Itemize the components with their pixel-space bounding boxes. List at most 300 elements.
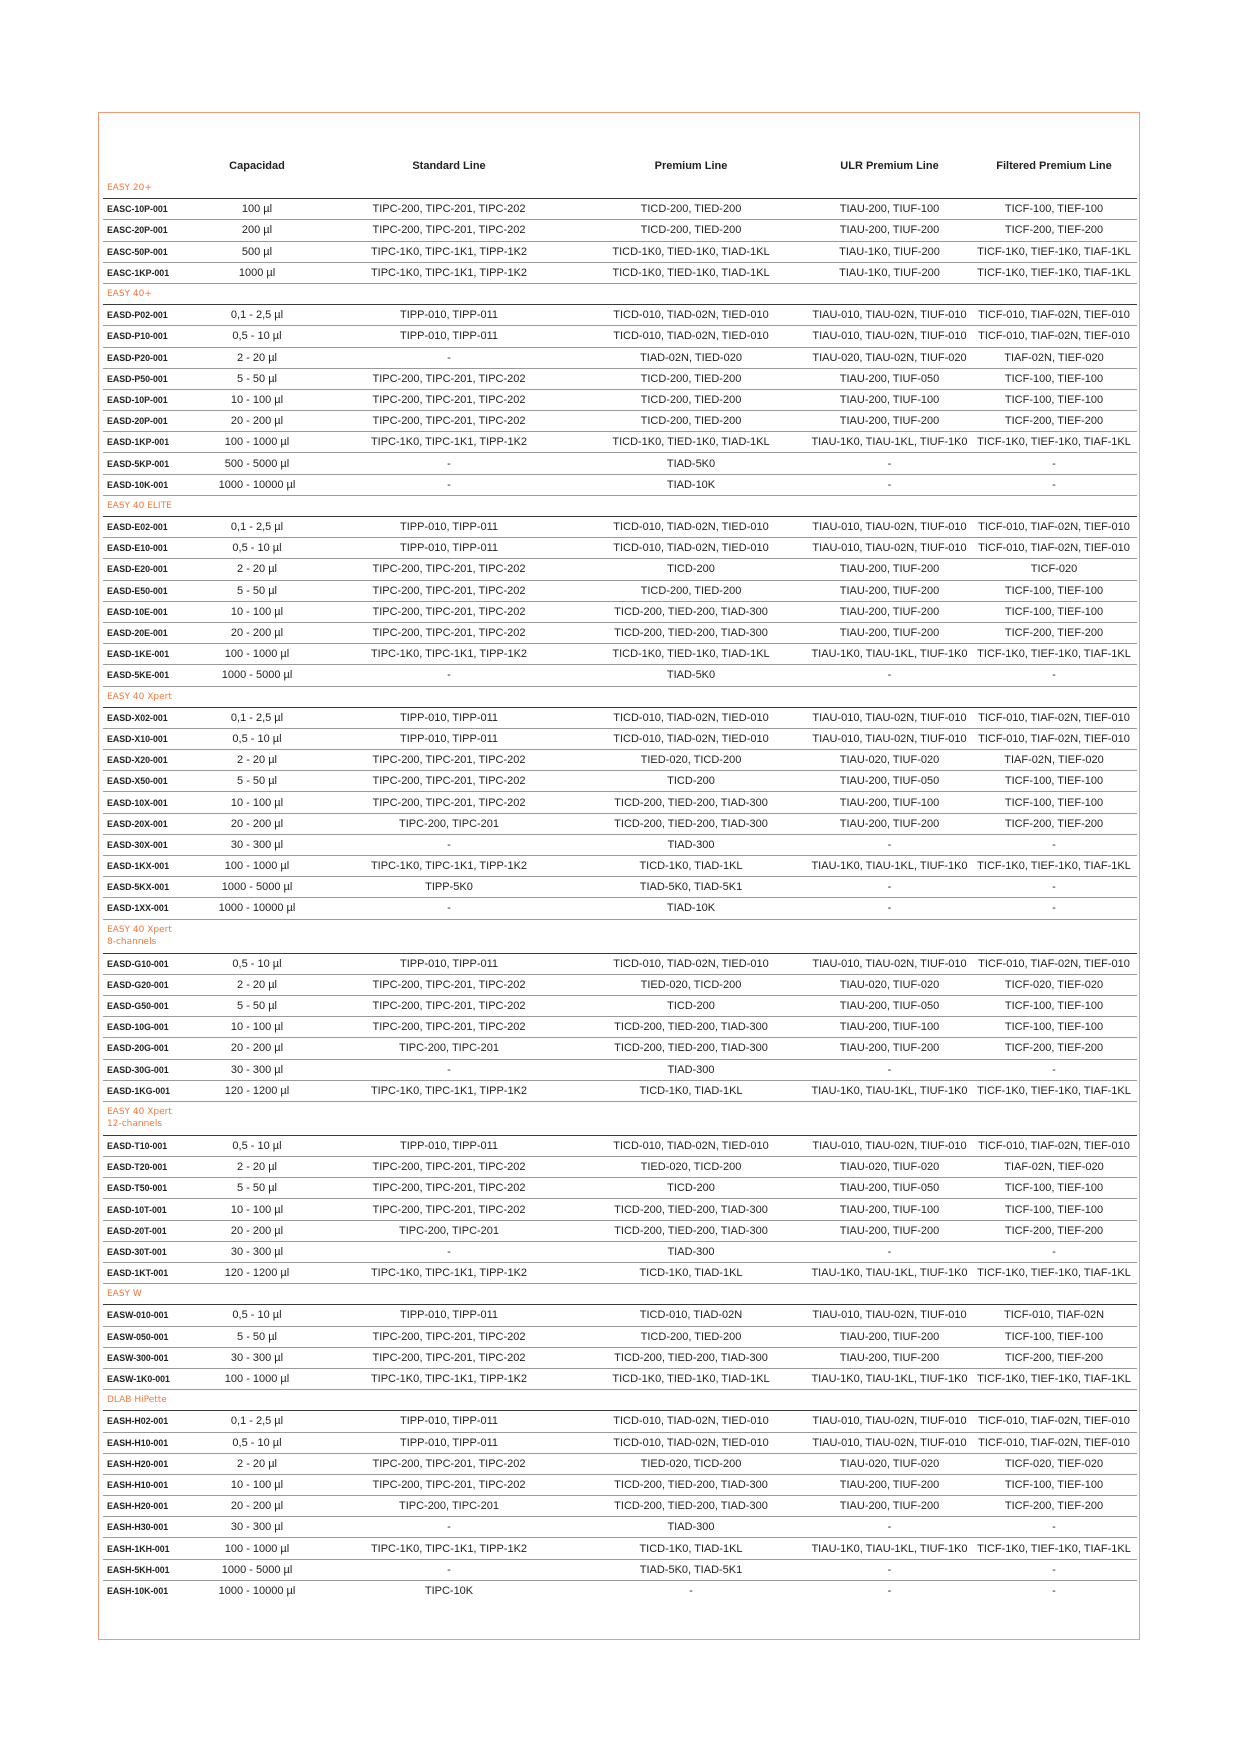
- product-code-cell: EASD-5KP-001: [107, 458, 170, 469]
- table-row: [103, 1517, 1137, 1538]
- premium-line-cell: TICD-1K0, TIED-1K0, TIAD-1KL: [612, 648, 770, 661]
- filtered-premium-line-cell: TICF-010, TIAF-02N, TIEF-010: [978, 711, 1130, 724]
- premium-line-cell: TICD-1K0, TIED-1K0, TIAD-1KL: [612, 266, 770, 279]
- filtered-premium-line-cell: TICF-010, TIAF-02N, TIEF-010: [978, 732, 1130, 745]
- ulr-premium-line-cell: TIAU-200, TIUF-050: [839, 775, 940, 788]
- ulr-premium-line-cell: TIAU-010, TIAU-02N, TIUF-010: [812, 1436, 967, 1449]
- table-row: [103, 814, 1137, 835]
- table-row: [103, 348, 1137, 369]
- premium-line-cell: TICD-200, TIED-200, TIAD-300: [614, 1203, 768, 1216]
- premium-line-cell: TICD-010, TIAD-02N, TIED-010: [613, 732, 769, 745]
- table-row: [103, 898, 1137, 919]
- filtered-premium-line-cell: TICF-010, TIAF-02N: [1003, 1309, 1105, 1322]
- capacity-cell: 30 - 300 µl: [230, 1351, 284, 1364]
- ulr-premium-line-cell: TIAU-200, TIUF-200: [839, 584, 940, 597]
- product-code-cell: EASD-T20-001: [107, 1162, 168, 1173]
- table-row: [103, 220, 1137, 241]
- standard-line-cell: -: [447, 1521, 451, 1534]
- standard-line-cell: TIPP-010, TIPP-011: [399, 1436, 499, 1449]
- capacity-cell: 2 - 20 µl: [237, 754, 277, 767]
- filtered-premium-line-header: Filtered Premium Line: [996, 160, 1112, 172]
- table-row: [103, 996, 1137, 1017]
- product-code-cell: EASW-300-001: [107, 1352, 169, 1363]
- standard-line-cell: TIPP-010, TIPP-011: [399, 957, 499, 970]
- product-code-cell: EASD-20T-001: [107, 1225, 167, 1236]
- capacity-cell: 100 - 1000 µl: [224, 1373, 290, 1386]
- table-row: [103, 1060, 1137, 1081]
- capacity-cell: 0,5 - 10 µl: [232, 1309, 282, 1322]
- standard-line-cell: TIPP-010, TIPP-011: [399, 1139, 499, 1152]
- filtered-premium-line-cell: TICF-1K0, TIEF-1K0, TIAF-1KL: [977, 1373, 1131, 1386]
- standard-line-cell: TIPC-200, TIPC-201: [398, 817, 500, 830]
- table-row: [103, 729, 1137, 750]
- standard-line-cell: -: [447, 902, 451, 915]
- premium-line-cell: TICD-1K0, TIED-1K0, TIAD-1KL: [612, 1373, 770, 1386]
- table-row: [103, 1263, 1137, 1284]
- group-header: [103, 496, 1137, 517]
- capacity-cell: 1000 - 10000 µl: [218, 478, 296, 491]
- ulr-premium-line-cell: TIAU-200, TIUF-200: [839, 627, 940, 640]
- ulr-premium-line-cell: TIAU-010, TIAU-02N, TIUF-010: [812, 309, 967, 322]
- standard-line-cell: TIPC-200, TIPC-201, TIPC-202: [372, 978, 526, 991]
- standard-line-cell: TIPC-200, TIPC-201: [398, 1500, 500, 1513]
- filtered-premium-line-cell: TICF-200, TIEF-200: [1004, 627, 1104, 640]
- capacity-cell: 100 - 1000 µl: [224, 1542, 290, 1555]
- product-code-cell: EASD-1KG-001: [107, 1085, 171, 1096]
- filtered-premium-line-cell: TICF-200, TIEF-200: [1004, 415, 1104, 428]
- premium-line-cell: TICD-200, TIED-200, TIAD-300: [614, 1351, 768, 1364]
- group-label: EASY 40 Xpert: [107, 691, 172, 702]
- capacity-cell: 0,1 - 2,5 µl: [230, 309, 284, 322]
- filtered-premium-line-cell: -: [1052, 1521, 1056, 1534]
- ulr-premium-line-cell: TIAU-200, TIUF-200: [839, 1330, 940, 1343]
- product-code-cell: EASD-20X-001: [107, 818, 168, 829]
- table-row: [103, 1454, 1137, 1475]
- table-row: [103, 199, 1137, 220]
- filtered-premium-line-cell: TICF-1K0, TIEF-1K0, TIAF-1KL: [977, 860, 1131, 873]
- premium-line-cell: TIAD-10K: [666, 478, 716, 491]
- table-row: [103, 708, 1137, 729]
- capacity-cell: 2 - 20 µl: [237, 1161, 277, 1174]
- table-row: [103, 954, 1137, 975]
- product-code-cell: EASD-10K-001: [107, 479, 169, 490]
- premium-line-cell: TICD-010, TIAD-02N, TIED-010: [613, 330, 769, 343]
- premium-line-cell: TICD-1K0, TIAD-1KL: [639, 1084, 743, 1097]
- product-code-cell: EASD-30X-001: [107, 839, 168, 850]
- standard-line-cell: TIPC-200, TIPC-201, TIPC-202: [372, 754, 526, 767]
- premium-line-cell: TICD-010, TIAD-02N, TIED-010: [613, 957, 769, 970]
- premium-line-cell: -: [689, 1585, 693, 1598]
- filtered-premium-line-cell: TICF-100, TIEF-100: [1004, 584, 1104, 597]
- table-row: [103, 1496, 1137, 1517]
- standard-line-cell: TIPC-1K0, TIPC-1K1, TIPP-1K2: [370, 1542, 528, 1555]
- capacity-cell: 100 - 1000 µl: [224, 860, 290, 873]
- ulr-premium-line-cell: TIAU-010, TIAU-02N, TIUF-010: [812, 1139, 967, 1152]
- standard-line-cell: TIPC-200, TIPC-201, TIPC-202: [372, 1478, 526, 1491]
- standard-line-cell: TIPP-010, TIPP-011: [399, 711, 499, 724]
- ulr-premium-line-cell: TIAU-010, TIAU-02N, TIUF-010: [812, 957, 967, 970]
- filtered-premium-line-cell: TIAF-02N, TIEF-020: [1004, 351, 1104, 364]
- capacity-cell: 10 - 100 µl: [230, 796, 284, 809]
- standard-line-cell: TIPC-200, TIPC-201, TIPC-202: [372, 796, 526, 809]
- capacity-cell: 10 - 100 µl: [230, 1021, 284, 1034]
- table-row: [103, 1038, 1137, 1059]
- capacity-cell: 1000 - 10000 µl: [218, 1585, 296, 1598]
- filtered-premium-line-cell: TICF-100, TIEF-100: [1004, 1182, 1104, 1195]
- premium-line-header: Premium Line: [654, 160, 728, 172]
- capacity-cell: 1000 µl: [238, 266, 276, 279]
- product-code-cell: EASC-20P-001: [107, 225, 168, 236]
- product-code-cell: EASD-10X-001: [107, 797, 168, 808]
- standard-line-cell: TIPC-1K0, TIPC-1K1, TIPP-1K2: [370, 245, 528, 258]
- ulr-premium-line-cell: TIAU-200, TIUF-200: [839, 1224, 940, 1237]
- standard-line-cell: -: [447, 351, 451, 364]
- premium-line-cell: TIED-020, TICD-200: [640, 754, 742, 767]
- standard-line-header: Standard Line: [412, 160, 486, 172]
- premium-line-cell: TICD-010, TIAD-02N, TIED-010: [613, 309, 769, 322]
- standard-line-cell: TIPC-1K0, TIPC-1K1, TIPP-1K2: [370, 648, 528, 661]
- ulr-premium-line-cell: TIAU-200, TIUF-100: [839, 1203, 940, 1216]
- ulr-premium-line-cell: TIAU-200, TIUF-100: [839, 393, 940, 406]
- standard-line-cell: TIPC-200, TIPC-201, TIPC-202: [372, 415, 526, 428]
- product-code-cell: EASD-5KX-001: [107, 882, 170, 893]
- capacity-cell: 2 - 20 µl: [237, 1457, 277, 1470]
- premium-line-cell: TIED-020, TICD-200: [640, 1161, 742, 1174]
- standard-line-cell: TIPP-5K0: [425, 881, 473, 894]
- table-row: [103, 1017, 1137, 1038]
- ulr-premium-line-cell: TIAU-200, TIUF-050: [839, 1182, 940, 1195]
- standard-line-cell: TIPC-200, TIPC-201, TIPC-202: [372, 372, 526, 385]
- product-code-cell: EASW-010-001: [107, 1310, 169, 1321]
- product-code-cell: EASD-1KT-001: [107, 1268, 169, 1279]
- capacity-cell: 30 - 300 µl: [230, 1521, 284, 1534]
- capacity-cell: 1000 - 5000 µl: [221, 881, 293, 894]
- ulr-premium-line-cell: TIAU-1K0, TIUF-200: [839, 266, 940, 279]
- filtered-premium-line-cell: TIAF-02N, TIEF-020: [1004, 1161, 1104, 1174]
- capacity-cell: 120 - 1200 µl: [224, 1267, 290, 1280]
- capacity-cell: 30 - 300 µl: [230, 1245, 284, 1258]
- standard-line-cell: TIPC-1K0, TIPC-1K1, TIPP-1K2: [370, 436, 528, 449]
- standard-line-cell: -: [447, 1063, 451, 1076]
- filtered-premium-line-cell: TICF-200, TIEF-200: [1004, 817, 1104, 830]
- table-row: [103, 369, 1137, 390]
- table-row: [103, 623, 1137, 644]
- product-code-cell: EASD-1XX-001: [107, 903, 169, 914]
- ulr-premium-line-cell: -: [887, 1521, 892, 1534]
- ulr-premium-line-cell: TIAU-010, TIAU-02N, TIUF-010: [812, 330, 967, 343]
- product-code-cell: EASH-H10-001: [107, 1479, 169, 1490]
- product-code-cell: EASD-E10-001: [107, 543, 168, 554]
- premium-line-cell: TICD-200, TIED-200: [640, 372, 742, 385]
- premium-line-cell: TIAD-5K0, TIAD-5K1: [639, 881, 743, 894]
- ulr-premium-line-cell: TIAU-010, TIAU-02N, TIUF-010: [812, 521, 967, 534]
- table-row: [103, 326, 1137, 347]
- product-code-cell: EASD-X50-001: [107, 776, 168, 787]
- capacity-cell: 100 - 1000 µl: [224, 436, 290, 449]
- premium-line-cell: TICD-010, TIAD-02N, TIED-010: [613, 1415, 769, 1428]
- standard-line-cell: TIPP-010, TIPP-011: [399, 732, 499, 745]
- group-label: EASY 40 Xpert: [107, 1107, 172, 1118]
- ulr-premium-line-cell: TIAU-020, TIUF-020: [839, 1161, 940, 1174]
- filtered-premium-line-cell: -: [1052, 1245, 1056, 1258]
- filtered-premium-line-cell: TICF-010, TIAF-02N, TIEF-010: [978, 1139, 1130, 1152]
- filtered-premium-line-cell: TICF-020: [1030, 563, 1078, 576]
- product-code-cell: EASD-10E-001: [107, 606, 168, 617]
- ulr-premium-line-cell: TIAU-1K0, TIAU-1KL, TIUF-1K0: [811, 1084, 968, 1097]
- product-code-cell: EASH-H20-001: [107, 1501, 169, 1512]
- filtered-premium-line-cell: TICF-200, TIEF-200: [1004, 1500, 1104, 1513]
- premium-line-cell: TICD-200, TIED-200, TIAD-300: [614, 817, 768, 830]
- premium-line-cell: TICD-200, TIED-200: [640, 203, 742, 216]
- product-code-cell: EASH-H30-001: [107, 1522, 169, 1533]
- capacity-cell: 5 - 50 µl: [237, 1182, 277, 1195]
- table-row: [103, 856, 1137, 877]
- premium-line-cell: TICD-200, TIED-200, TIAD-300: [614, 627, 768, 640]
- filtered-premium-line-cell: -: [1052, 669, 1056, 682]
- premium-line-cell: TICD-010, TIAD-02N, TIED-010: [613, 711, 769, 724]
- product-code-cell: EASD-1KX-001: [107, 861, 170, 872]
- product-code-cell: EASD-P10-001: [107, 331, 168, 342]
- premium-line-cell: TICD-200: [667, 1000, 715, 1013]
- capacity-cell: 500 µl: [241, 245, 273, 258]
- premium-line-cell: TICD-010, TIAD-02N, TIED-010: [613, 1436, 769, 1449]
- filtered-premium-line-cell: TICF-100, TIEF-100: [1004, 393, 1104, 406]
- group-label: 12-channels: [107, 1119, 163, 1130]
- capacity-cell: 2 - 20 µl: [237, 978, 277, 991]
- capacity-header: Capacidad: [229, 160, 285, 172]
- product-code-cell: EASD-X02-001: [107, 712, 168, 723]
- product-code-cell: EASD-G20-001: [107, 979, 169, 990]
- product-code-cell: EASD-1KE-001: [107, 649, 170, 660]
- group-header: [103, 178, 1137, 199]
- capacity-cell: 10 - 100 µl: [230, 393, 284, 406]
- table-row: [103, 1305, 1137, 1326]
- standard-line-cell: TIPC-1K0, TIPC-1K1, TIPP-1K2: [370, 1373, 528, 1386]
- ulr-premium-line-cell: -: [887, 1585, 892, 1598]
- table-row: [103, 517, 1137, 538]
- ulr-premium-line-cell: TIAU-200, TIUF-100: [839, 1021, 940, 1034]
- premium-line-cell: TICD-010, TIAD-02N, TIED-010: [613, 521, 769, 534]
- standard-line-cell: TIPC-200, TIPC-201, TIPC-202: [372, 1203, 526, 1216]
- premium-line-cell: TIAD-5K0: [666, 457, 716, 470]
- group-header: [103, 284, 1137, 305]
- standard-line-cell: TIPP-010, TIPP-011: [399, 309, 499, 322]
- premium-line-cell: TICD-1K0, TIAD-1KL: [639, 1267, 743, 1280]
- ulr-premium-line-cell: TIAU-1K0, TIAU-1KL, TIUF-1K0: [811, 436, 968, 449]
- standard-line-cell: TIPC-10K: [424, 1585, 474, 1598]
- premium-line-cell: TICD-200, TIED-200: [640, 415, 742, 428]
- premium-line-cell: TICD-200: [667, 1182, 715, 1195]
- filtered-premium-line-cell: TICF-010, TIAF-02N, TIEF-010: [978, 521, 1130, 534]
- ulr-premium-line-cell: TIAU-010, TIAU-02N, TIUF-010: [812, 711, 967, 724]
- product-code-cell: EASD-P20-001: [107, 352, 168, 363]
- ulr-premium-line-cell: TIAU-200, TIUF-050: [839, 1000, 940, 1013]
- filtered-premium-line-cell: -: [1052, 1585, 1056, 1598]
- product-code-cell: EASC-1KP-001: [107, 267, 170, 278]
- capacity-cell: 0,5 - 10 µl: [232, 1436, 282, 1449]
- table-row: [103, 305, 1137, 326]
- capacity-cell: 200 µl: [241, 224, 273, 237]
- table-row: [103, 475, 1137, 496]
- premium-line-cell: TIAD-300: [667, 1063, 715, 1076]
- product-code-cell: EASD-20G-001: [107, 1043, 169, 1054]
- group-label: 8-channels: [107, 937, 157, 948]
- premium-line-cell: TICD-200, TIED-200: [640, 584, 742, 597]
- product-code-cell: EASH-10K-001: [107, 1586, 169, 1597]
- capacity-cell: 100 µl: [241, 203, 273, 216]
- ulr-premium-line-cell: TIAU-020, TIUF-020: [839, 754, 940, 767]
- capacity-cell: 30 - 300 µl: [230, 1063, 284, 1076]
- ulr-premium-line-header: ULR Premium Line: [840, 160, 939, 172]
- filtered-premium-line-cell: -: [1052, 1563, 1056, 1576]
- group-label: EASY 40 Xpert: [107, 925, 172, 936]
- compatibility-table: [103, 154, 1137, 1602]
- filtered-premium-line-cell: TICF-100, TIEF-100: [1004, 796, 1104, 809]
- group-header: [103, 1284, 1137, 1305]
- capacity-cell: 120 - 1200 µl: [224, 1084, 290, 1097]
- standard-line-cell: TIPC-1K0, TIPC-1K1, TIPP-1K2: [370, 266, 528, 279]
- filtered-premium-line-cell: TICF-100, TIEF-100: [1004, 203, 1104, 216]
- filtered-premium-line-cell: TICF-010, TIAF-02N, TIEF-010: [978, 1415, 1130, 1428]
- filtered-premium-line-cell: TICF-200, TIEF-200: [1004, 224, 1104, 237]
- filtered-premium-line-cell: TICF-1K0, TIEF-1K0, TIAF-1KL: [977, 1542, 1131, 1555]
- standard-line-cell: -: [447, 1245, 451, 1258]
- standard-line-cell: TIPC-200, TIPC-201: [398, 1224, 500, 1237]
- filtered-premium-line-cell: TIAF-02N, TIEF-020: [1004, 754, 1104, 767]
- ulr-premium-line-cell: -: [887, 1245, 892, 1258]
- capacity-cell: 0,1 - 2,5 µl: [230, 521, 284, 534]
- ulr-premium-line-cell: TIAU-010, TIAU-02N, TIUF-010: [812, 1415, 967, 1428]
- product-code-cell: EASD-20P-001: [107, 416, 168, 427]
- standard-line-cell: -: [447, 669, 451, 682]
- standard-line-cell: TIPC-200, TIPC-201: [398, 1042, 500, 1055]
- premium-line-cell: TICD-200: [667, 775, 715, 788]
- ulr-premium-line-cell: TIAU-1K0, TIAU-1KL, TIUF-1K0: [811, 1373, 968, 1386]
- standard-line-cell: TIPC-200, TIPC-201, TIPC-202: [372, 1351, 526, 1364]
- table-row: [103, 263, 1137, 284]
- premium-line-cell: TICD-200, TIED-200: [640, 224, 742, 237]
- table-row: [103, 771, 1137, 792]
- product-code-cell: EASH-1KH-001: [107, 1543, 170, 1554]
- product-code-cell: EASW-050-001: [107, 1331, 169, 1342]
- table-row: [103, 835, 1137, 856]
- capacity-cell: 500 - 5000 µl: [224, 457, 290, 470]
- ulr-premium-line-cell: TIAU-200, TIUF-200: [839, 415, 940, 428]
- standard-line-cell: TIPC-200, TIPC-201, TIPC-202: [372, 1182, 526, 1195]
- table-row: [103, 1178, 1137, 1199]
- table-row: [103, 1242, 1137, 1263]
- filtered-premium-line-cell: TICF-100, TIEF-100: [1004, 372, 1104, 385]
- group-label: EASY 40+: [107, 289, 152, 300]
- ulr-premium-line-cell: TIAU-020, TIAU-02N, TIUF-020: [812, 351, 967, 364]
- ulr-premium-line-cell: TIAU-1K0, TIAU-1KL, TIUF-1K0: [811, 648, 968, 661]
- table-row: [103, 1136, 1137, 1157]
- ulr-premium-line-cell: TIAU-1K0, TIAU-1KL, TIUF-1K0: [811, 1542, 968, 1555]
- ulr-premium-line-cell: TIAU-200, TIUF-200: [839, 1478, 940, 1491]
- product-code-cell: EASD-G50-001: [107, 1001, 169, 1012]
- ulr-premium-line-cell: -: [887, 478, 892, 491]
- product-code-cell: EASH-H02-001: [107, 1416, 169, 1427]
- filtered-premium-line-cell: -: [1052, 902, 1056, 915]
- group-label: EASY 40 ELITE: [107, 500, 172, 511]
- capacity-cell: 30 - 300 µl: [230, 838, 284, 851]
- capacity-cell: 0,1 - 2,5 µl: [230, 711, 284, 724]
- premium-line-cell: TICD-200, TIED-200: [640, 393, 742, 406]
- premium-line-cell: TICD-1K0, TIED-1K0, TIAD-1KL: [612, 245, 770, 258]
- ulr-premium-line-cell: -: [887, 902, 892, 915]
- standard-line-cell: TIPC-200, TIPC-201, TIPC-202: [372, 1330, 526, 1343]
- capacity-cell: 20 - 200 µl: [230, 415, 284, 428]
- filtered-premium-line-cell: TICF-100, TIEF-100: [1004, 1000, 1104, 1013]
- table-row: [103, 1581, 1137, 1602]
- group-label: EASY W: [107, 1289, 142, 1300]
- ulr-premium-line-cell: TIAU-200, TIUF-200: [839, 1500, 940, 1513]
- table-row: [103, 538, 1137, 559]
- capacity-cell: 1000 - 5000 µl: [221, 669, 293, 682]
- ulr-premium-line-cell: TIAU-200, TIUF-100: [839, 796, 940, 809]
- table-row: [103, 1475, 1137, 1496]
- filtered-premium-line-cell: TICF-100, TIEF-100: [1004, 1478, 1104, 1491]
- table-row: [103, 750, 1137, 771]
- standard-line-cell: TIPC-200, TIPC-201, TIPC-202: [372, 203, 526, 216]
- table-row: [103, 1157, 1137, 1178]
- standard-line-cell: TIPC-200, TIPC-201, TIPC-202: [372, 627, 526, 640]
- filtered-premium-line-cell: TICF-1K0, TIEF-1K0, TIAF-1KL: [977, 648, 1131, 661]
- standard-line-cell: TIPP-010, TIPP-011: [399, 1309, 499, 1322]
- filtered-premium-line-cell: TICF-1K0, TIEF-1K0, TIAF-1KL: [977, 436, 1131, 449]
- table-row: [103, 559, 1137, 580]
- filtered-premium-line-cell: TICF-1K0, TIEF-1K0, TIAF-1KL: [977, 266, 1131, 279]
- premium-line-cell: TICD-200, TIED-200, TIAD-300: [614, 796, 768, 809]
- product-code-cell: EASW-1K0-001: [107, 1374, 170, 1385]
- premium-line-cell: TICD-010, TIAD-02N, TIED-010: [613, 1139, 769, 1152]
- ulr-premium-line-cell: -: [887, 838, 892, 851]
- table-row: [103, 644, 1137, 665]
- capacity-cell: 20 - 200 µl: [230, 627, 284, 640]
- table-row: [103, 1081, 1137, 1102]
- capacity-cell: 1000 - 10000 µl: [218, 902, 296, 915]
- premium-line-cell: TICD-1K0, TIED-1K0, TIAD-1KL: [612, 436, 770, 449]
- premium-line-cell: TICD-1K0, TIAD-1KL: [639, 1542, 743, 1555]
- premium-line-cell: TIAD-02N, TIED-020: [640, 351, 742, 364]
- table-row: [103, 453, 1137, 474]
- standard-line-cell: TIPC-200, TIPC-201, TIPC-202: [372, 584, 526, 597]
- product-code-cell: EASD-10P-001: [107, 394, 168, 405]
- ulr-premium-line-cell: TIAU-1K0, TIAU-1KL, TIUF-1K0: [811, 860, 968, 873]
- capacity-cell: 10 - 100 µl: [230, 605, 284, 618]
- filtered-premium-line-cell: TICF-1K0, TIEF-1K0, TIAF-1KL: [977, 245, 1131, 258]
- product-code-cell: EASD-X10-001: [107, 733, 168, 744]
- standard-line-cell: -: [447, 838, 451, 851]
- group-header: [103, 1102, 1137, 1136]
- ulr-premium-line-cell: TIAU-200, TIUF-200: [839, 1351, 940, 1364]
- table-row: [103, 581, 1137, 602]
- ulr-premium-line-cell: TIAU-200, TIUF-050: [839, 372, 940, 385]
- standard-line-cell: TIPC-1K0, TIPC-1K1, TIPP-1K2: [370, 1084, 528, 1097]
- capacity-cell: 10 - 100 µl: [230, 1203, 284, 1216]
- capacity-cell: 2 - 20 µl: [237, 563, 277, 576]
- product-code-cell: EASD-E02-001: [107, 522, 168, 533]
- premium-line-cell: TIAD-300: [667, 838, 715, 851]
- table-body: [103, 178, 1137, 1602]
- product-code-cell: EASH-H10-001: [107, 1437, 169, 1448]
- filtered-premium-line-cell: TICF-1K0, TIEF-1K0, TIAF-1KL: [977, 1267, 1131, 1280]
- group-header: [103, 1390, 1137, 1411]
- filtered-premium-line-cell: TICF-200, TIEF-200: [1004, 1224, 1104, 1237]
- standard-line-cell: TIPP-010, TIPP-011: [399, 330, 499, 343]
- capacity-cell: 5 - 50 µl: [237, 1330, 277, 1343]
- capacity-cell: 0,5 - 10 µl: [232, 732, 282, 745]
